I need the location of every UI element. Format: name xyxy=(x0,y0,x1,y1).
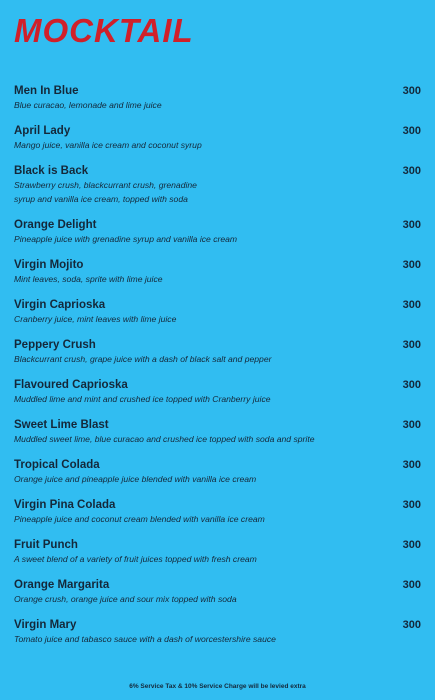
item-price: 300 xyxy=(402,499,421,511)
item-description: Orange crush, orange juice and sour mix topped with soda xyxy=(14,594,237,604)
menu-item xyxy=(14,259,421,286)
item-price: 300 xyxy=(402,85,421,97)
menu-item xyxy=(14,219,421,246)
item-name: Flavoured Caprioska xyxy=(14,379,128,391)
menu-item-row xyxy=(14,125,421,137)
item-price: 300 xyxy=(402,219,421,231)
item-description: Orange juice and pineapple juice blended with vanilla ice cream xyxy=(14,474,257,484)
item-price: 300 xyxy=(402,125,421,137)
footer-note: 6% Service Tax & 10% Service Charge will be levied extra xyxy=(129,683,306,690)
menu-item xyxy=(14,379,421,406)
item-name: Virgin Caprioska xyxy=(14,299,106,311)
item-description: A sweet blend of a variety of fruit juices topped with fresh cream xyxy=(14,554,257,564)
item-description: Blue curacao, lemonade and lime juice xyxy=(14,100,162,110)
menu-item-row xyxy=(14,339,421,351)
menu-item-row xyxy=(14,219,421,231)
menu-item-row xyxy=(14,85,421,97)
item-description: Mango juice, vanilla ice cream and coconut syrup xyxy=(14,140,202,150)
item-name: Fruit Punch xyxy=(14,539,78,551)
item-price: 300 xyxy=(402,619,421,631)
item-name: Peppery Crush xyxy=(14,339,96,351)
item-price: 300 xyxy=(402,165,421,177)
item-description: Muddled lime and mint and crushed ice topped with Cranberry juice xyxy=(14,394,271,404)
menu-item-row xyxy=(14,419,421,431)
item-name: Orange Margarita xyxy=(14,579,110,591)
menu-list xyxy=(14,85,421,659)
item-price: 300 xyxy=(402,459,421,471)
menu-item xyxy=(14,125,421,152)
item-description: Strawberry crush, blackcurrant crush, grenadine syrup and vanilla ice cream, topped with soda xyxy=(14,180,197,204)
item-name: Tropical Colada xyxy=(14,459,100,471)
menu-item-row xyxy=(14,379,421,391)
item-description: Tomato juice and tabasco sauce with a dash of worcestershire sauce xyxy=(14,634,276,644)
menu-item xyxy=(14,299,421,326)
item-description: Pineapple juice with grenadine syrup and vanilla ice cream xyxy=(14,234,238,244)
menu-item-row xyxy=(14,499,421,511)
menu-item-row xyxy=(14,165,421,177)
item-name: Virgin Pina Colada xyxy=(14,499,116,511)
item-name: Sweet Lime Blast xyxy=(14,419,109,431)
item-description: Mint leaves, soda, sprite with lime juice xyxy=(14,274,163,284)
menu-item xyxy=(14,85,421,112)
menu-item-row xyxy=(14,299,421,311)
item-name: April Lady xyxy=(14,125,71,137)
item-name: Virgin Mary xyxy=(14,619,77,631)
menu-item xyxy=(14,619,421,646)
menu-item xyxy=(14,499,421,526)
item-description: Muddled sweet lime, blue curacao and crushed ice topped with soda and sprite xyxy=(14,434,315,444)
item-description: Blackcurrant crush, grape juice with a dash of black salt and pepper xyxy=(14,354,272,364)
item-name: Men In Blue xyxy=(14,85,79,97)
item-name: Virgin Mojito xyxy=(14,259,84,271)
menu-item-row xyxy=(14,539,421,551)
menu-item-row xyxy=(14,459,421,471)
menu-item xyxy=(14,339,421,366)
item-price: 300 xyxy=(402,299,421,311)
menu-item-row xyxy=(14,619,421,631)
item-price: 300 xyxy=(402,259,421,271)
menu-item-row xyxy=(14,579,421,591)
item-price: 300 xyxy=(402,379,421,391)
menu-item xyxy=(14,419,421,446)
item-description: Pineapple juice and coconut cream blended with vanilla ice cream xyxy=(14,514,265,524)
item-price: 300 xyxy=(402,539,421,551)
menu-item xyxy=(14,459,421,486)
item-price: 300 xyxy=(402,339,421,351)
page-title: MOCKTAIL xyxy=(14,12,194,49)
item-name: Orange Delight xyxy=(14,219,97,231)
menu-item xyxy=(14,579,421,606)
menu-item-row xyxy=(14,259,421,271)
item-price: 300 xyxy=(402,579,421,591)
item-name: Black is Back xyxy=(14,165,89,177)
menu-item xyxy=(14,165,421,206)
menu-item xyxy=(14,539,421,566)
item-description: Cranberry juice, mint leaves with lime juice xyxy=(14,314,177,324)
item-price: 300 xyxy=(402,419,421,431)
